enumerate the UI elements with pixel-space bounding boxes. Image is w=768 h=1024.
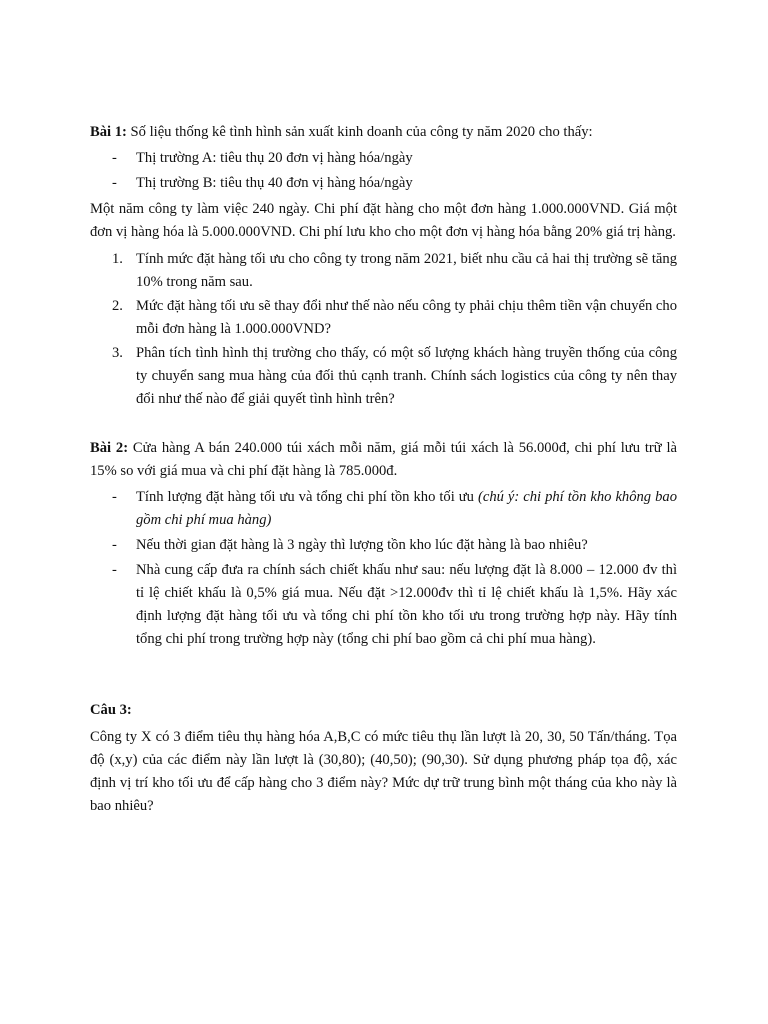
bai-1-question (90, 342, 677, 411)
cau-3-body: Công ty X có 3 điểm tiêu thụ hàng hóa A,B,C có mức tiêu thụ lần lượt là 20, 30, 50 Tấn/tháng. Tọa độ (x,y) của các điểm này lần lượt là (30,80); (40,50); (90,30). Sử dụng phương pháp tọa độ, xác định vị trí kho tối ưu để cấp hàng cho 3 điểm này? Mức dự trữ trung bình một tháng của kho này là bao nhiêu? (90, 729, 677, 814)
bai-2-bullet-text: Nếu thời gian đặt hàng là 3 ngày thì lượng tồn kho lúc đặt hàng là bao nhiêu? (136, 537, 588, 553)
bai-2-title: Bài 2: (90, 440, 129, 456)
question-number: 3. (112, 345, 123, 361)
question-number: 2. (112, 298, 123, 314)
dash-marker: - (112, 175, 117, 191)
dash-marker: - (112, 489, 117, 505)
bai-2-intro (90, 437, 677, 483)
bai-1-intro (90, 121, 677, 144)
cau-3-title: Câu 3: (90, 702, 132, 718)
document-page (90, 121, 677, 818)
bai-2-bullet (90, 534, 677, 557)
section-bai-1 (90, 121, 677, 411)
dash-marker: - (112, 562, 117, 578)
bai-2-intro-text: Cửa hàng A bán 240.000 túi xách mỗi năm, giá mỗi túi xách là 56.000đ, chi phí lưu trữ là 15% so với giá mua và chi phí đặt hàng là 785.000đ. (90, 440, 677, 479)
bai-1-title: Bài 1: (90, 124, 127, 140)
bai-2-bullet-text: Nhà cung cấp đưa ra chính sách chiết khấu như sau: nếu lượng đặt là 8.000 – 12.000 đv thì tỉ lệ chiết khấu là 0,5% giá mua. Nếu đặt >12.000đv thì tỉ lệ chiết khấu là 1,5%. Hãy xác định lượng đặt hàng tối ưu và tổng chi phí tồn kho tối ưu trong trường hợp này. Hãy tính tổng chi phí trong trường hợp này (tổng chi phí bao gồm cả chi phí mua hàng). (136, 562, 677, 647)
bai-2-bullet-note: (chú ý: chi phí tồn kho không bao gồm chi phí mua hàng) (136, 489, 677, 528)
question-text: Mức đặt hàng tối ưu sẽ thay đổi như thế nào nếu công ty phải chịu thêm tiền vận chuyển cho mỗi đơn hàng là 1.000.000VND? (136, 298, 677, 337)
bai-2-bullet-text: Tính lượng đặt hàng tối ưu và tổng chi phí tồn kho tối ưu (136, 489, 478, 505)
question-number: 1. (112, 251, 123, 267)
dash-marker: - (112, 150, 117, 166)
question-text: Tính mức đặt hàng tối ưu cho công ty trong năm 2021, biết nhu cầu cả hai thị trường sẽ tăng 10% trong năm sau. (136, 251, 677, 290)
bai-1-intro-text: Số liệu thống kê tình hình sản xuất kinh doanh của công ty năm 2020 cho thấy: (126, 124, 593, 140)
bai-1-body: Một năm công ty làm việc 240 ngày. Chi phí đặt hàng cho một đơn hàng 1.000.000VND. Giá một đơn vị hàng hóa là 5.000.000VND. Chi phí lưu kho cho một đơn vị hàng hóa bằng 20% giá trị hàng. (90, 201, 677, 240)
cau-3-title-line (90, 699, 677, 722)
question-text: Phân tích tình hình thị trường cho thấy, có một số lượng khách hàng truyền thống của công ty chuyển sang mua hàng của đối thủ cạnh tranh. Chính sách logistics của công ty nên thay đổi như thế nào để giải quyết tình hình trên? (136, 345, 677, 407)
bai-1-question (90, 295, 677, 341)
section-cau-3 (90, 699, 677, 818)
section-bai-2 (90, 437, 677, 651)
bai-1-bullet-text: Thị trường B: tiêu thụ 40 đơn vị hàng hóa/ngày (136, 175, 413, 191)
bai-1-bullet-text: Thị trường A: tiêu thụ 20 đơn vị hàng hóa/ngày (136, 150, 413, 166)
bai-1-question (90, 248, 677, 294)
dash-marker: - (112, 537, 117, 553)
bai-2-bullet (90, 559, 677, 651)
bai-1-bullet (90, 147, 677, 170)
bai-1-bullet (90, 172, 677, 195)
bai-2-bullet (90, 486, 677, 532)
